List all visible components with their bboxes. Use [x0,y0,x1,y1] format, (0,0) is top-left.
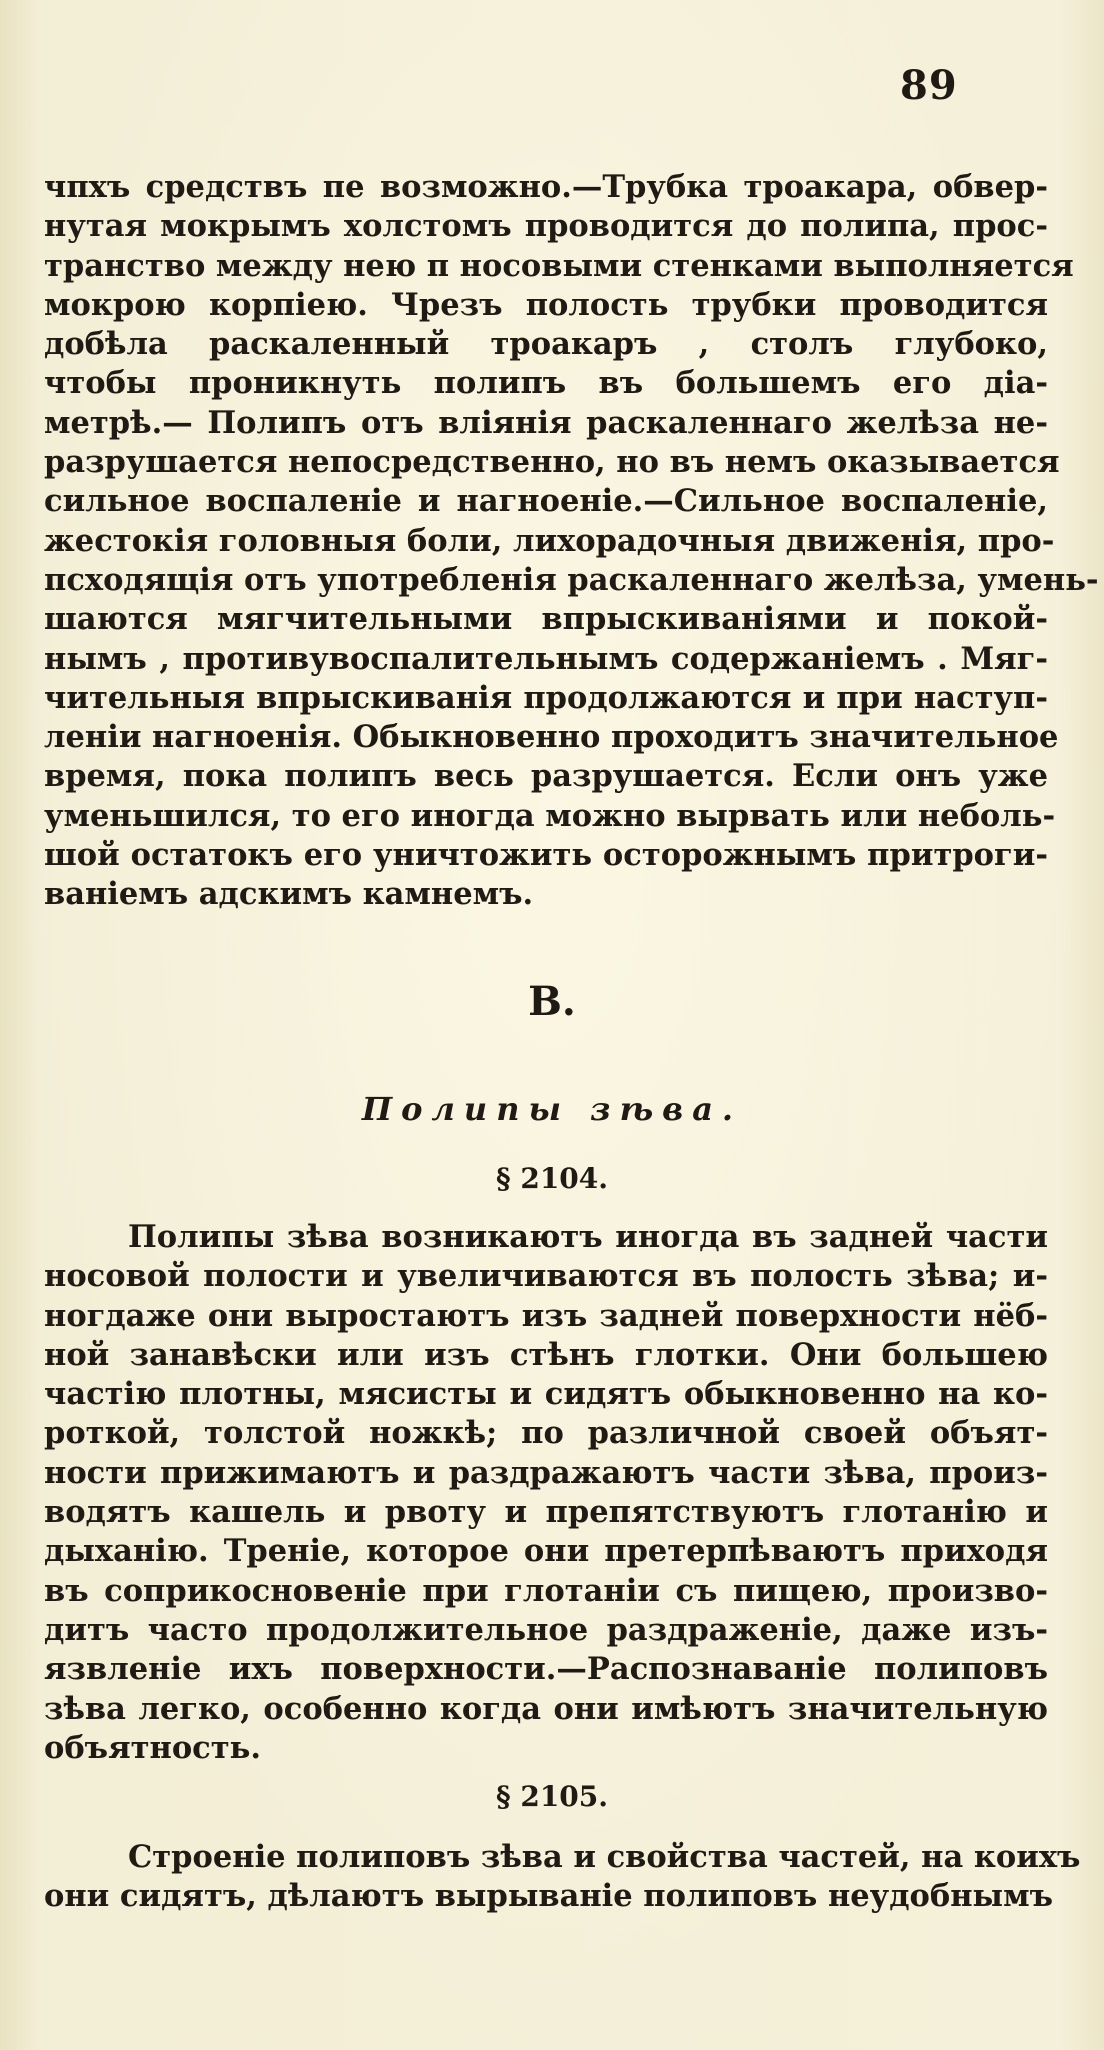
text-line: псходящія отъ употребленія раскаленнаго желѣза, умень- [44,561,1099,598]
paragraph-2 [44,1218,1048,1768]
text-line: Строеніе полиповъ зѣва и свойства частей, на коихъ [128,1839,1081,1875]
text-line: дитъ часто продолжительное раздраженіе, даже изъ- [44,1611,1048,1648]
text-line: зѣва легко, особенно когда они имѣютъ значительную [44,1690,1048,1727]
text-line: нутая мокрымъ холстомъ проводится до полипа, прос- [44,208,1048,245]
text-line: нымъ , противувоспалительнымъ содержаніемъ . Мяг- [44,640,1048,677]
text-line: сильное воспаленіе и нагноеніе.—Сильное воспаленіе, [44,483,1048,520]
paragraph-3 [44,1838,1081,1917]
section-title: Полипы зѣва. [361,1090,743,1128]
text-line: добѣла раскаленный троакаръ , столъ глубоко, [44,326,1048,363]
text-line: язвленіе ихъ поверхности.—Распознаваніе полиповъ [44,1651,1048,1688]
text-line: ваніемъ адскимъ камнемъ. [44,876,534,913]
text-line: шой остатокъ его уничтожить осторожнымъ притроги- [44,837,1048,874]
text-line: чпхъ средствъ пе возможно.—Трубка троакара, обвер- [44,169,1048,205]
section-number-2104: § 2104. [495,1162,609,1195]
text-line: дыханію. Треніе, которое они претерпѣваютъ приходя [44,1533,1048,1570]
text-line: время, пока полипъ весь разрушается. Если онъ уже [44,758,1048,795]
text-line: Полипы зѣва возникаютъ иногда въ задней части [128,1219,1048,1255]
section-number-2105: § 2105. [495,1780,609,1813]
section-letter: В. [528,978,576,1025]
text-line: носовой полости и увеличиваются въ полость зѣва; и- [44,1258,1048,1295]
text-line: роткой, толстой ножкѣ; по различной своей объят- [44,1415,1048,1452]
text-line: мокрою корпіею. Чрезъ полость трубки проводится [44,286,1048,323]
paragraph-1 [44,168,1099,915]
text-line: разрушается непосредственно, но въ немъ оказывается [44,444,1060,481]
text-line: чительныя впрыскиванія продолжаются и при наступ- [44,679,1048,716]
page-number: 89 [900,62,958,109]
text-line: метрѣ.— Полипъ отъ вліянія раскаленнаго желѣза не- [44,404,1048,441]
text-line: транство между нею п носовыми стенками выполняется [44,247,1074,284]
text-line: шаются мягчительными впрыскиваніями и покой- [44,601,1048,638]
text-line: ногдаже они выростаютъ изъ задней поверхности нёб- [44,1297,1048,1334]
text-line: водятъ кашель и рвоту и препятствуютъ глотанію и [44,1494,1048,1531]
text-line: леніи нагноенія. Обыкновенно проходитъ значительное [44,719,1059,756]
text-line: въ соприкосновеніе при глотаніи съ пищею, произво- [44,1572,1048,1609]
text-line: они сидятъ, дѣлаютъ вырываніе полиповъ неудобнымъ [44,1878,1054,1915]
text-line: чтобы проникнуть полипъ въ большемъ его діа- [44,365,1048,402]
text-line: ной занавѣски или изъ стѣнъ глотки. Они большею [44,1336,1048,1373]
text-line: жестокія головныя боли, лихорадочныя движенія, про- [44,522,1055,559]
text-line: частію плотны, мясисты и сидятъ обыкновенно на ко- [44,1376,1048,1413]
text-line: ности прижимаютъ и раздражаютъ части зѣва, произ- [44,1454,1048,1491]
text-line: уменьшился, то его иногда можно вырвать или неболь- [44,797,1056,834]
text-line: объятность. [44,1729,261,1766]
